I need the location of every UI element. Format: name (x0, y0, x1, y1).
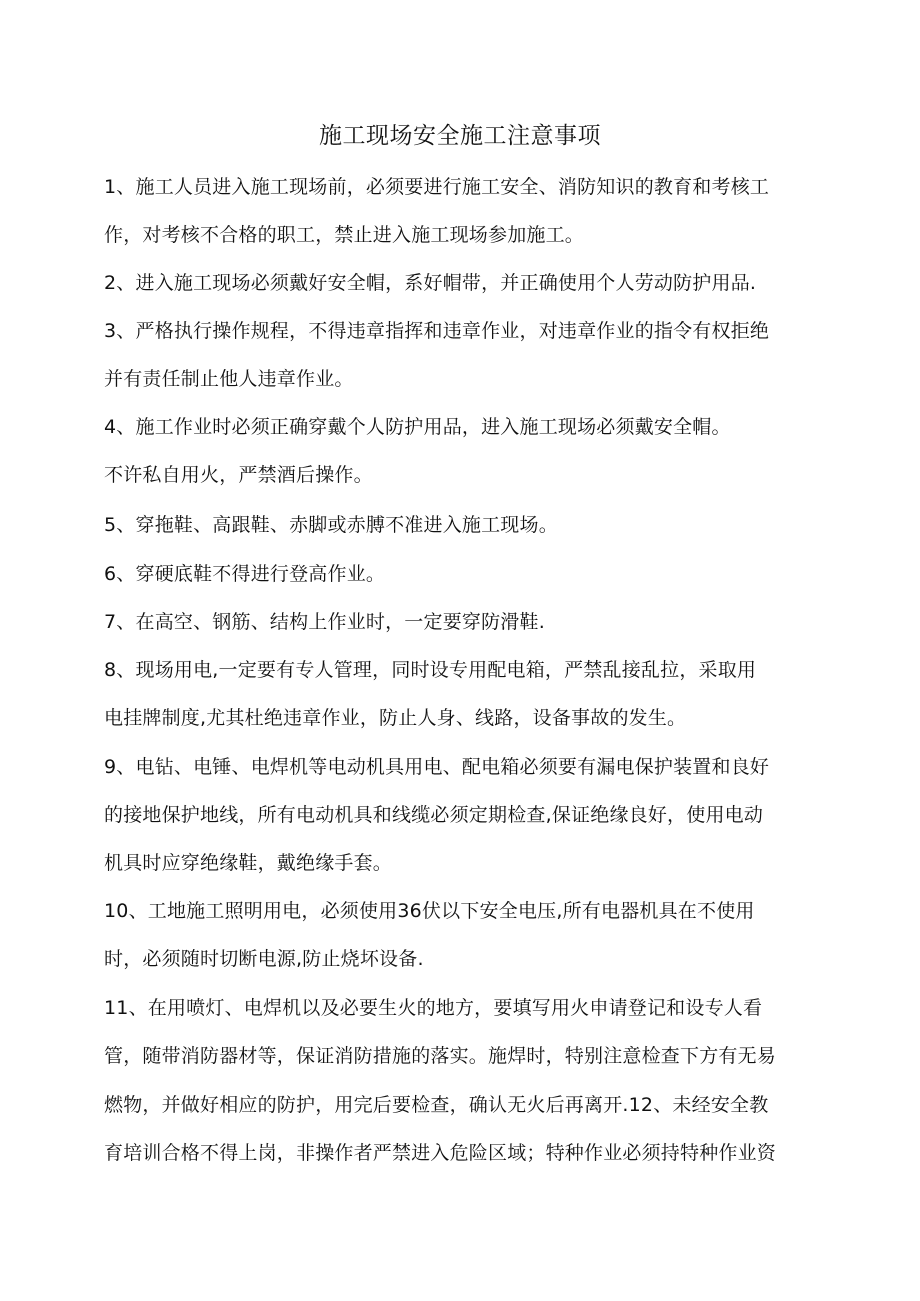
body-line: 的接地保护地线，所有电动机具和线缆必须定期检查,保证绝缘良好，使用电动 (104, 804, 764, 826)
body-line: 10、工地施工照明用电，必须使用36伏以下安全电压,所有电器机具在不使用 (104, 900, 755, 922)
body-line: 4、施工作业时必须正确穿戴个人防护用品，进入施工现场必须戴安全帽。 (104, 416, 731, 438)
body-line: 燃物，并做好相应的防护，用完后要检查，确认无火后再离开.12、未经安全教 (104, 1094, 769, 1116)
body-line: 机具时应穿绝缘鞋，戴绝缘手套。 (104, 852, 393, 874)
body-line: 9、电钻、电锤、电焊机等电动机具用电、配电箱必须要有漏电保护装置和良好 (104, 756, 770, 778)
body-line: 电挂牌制度,尤其杜绝违章作业，防止人身、线路，设备事故的发生。 (104, 707, 687, 729)
body-line: 7、在高空、钢筋、结构上作业时，一定要穿防滑鞋. (104, 611, 545, 633)
document-title: 施工现场安全施工注意事项 (319, 123, 601, 149)
body-line: 6、穿硬底鞋不得进行登高作业。 (104, 563, 386, 585)
body-line: 作，对考核不合格的职工，禁止进入施工现场参加施工。 (104, 224, 585, 246)
body-line: 8、现场用电,一定要有专人管理，同时设专用配电箱，严禁乱接乱拉，采取用 (104, 659, 757, 681)
body-line: 不许私自用火，严禁酒后操作。 (104, 464, 373, 486)
body-line: 育培训合格不得上岗，非操作者严禁进入危险区域；特种作业必须持特种作业资 (104, 1142, 777, 1164)
body-line: 时，必须随时切断电源,防止烧坏设备. (104, 948, 424, 970)
body-line: 11、在用喷灯、电焊机以及必要生火的地方，要填写用火申请登记和设专人看 (104, 997, 763, 1019)
body-line: 3、严格执行操作规程，不得违章指挥和违章作业，对违章作业的指令有权拒绝 (104, 320, 770, 342)
body-line: 2、进入施工现场必须戴好安全帽，系好帽带，并正确使用个人劳动防护用品. (104, 272, 757, 294)
body-line: 管，随带消防器材等，保证消防措施的落实。施焊时，特别注意检查下方有无易 (104, 1045, 777, 1067)
body-line: 5、穿拖鞋、高跟鞋、赤脚或赤膊不准进入施工现场。 (104, 514, 558, 536)
body-line: 并有责任制止他人违章作业。 (104, 368, 354, 390)
body-line: 1、施工人员进入施工现场前，必须要进行施工安全、消防知识的教育和考核工 (104, 176, 770, 198)
